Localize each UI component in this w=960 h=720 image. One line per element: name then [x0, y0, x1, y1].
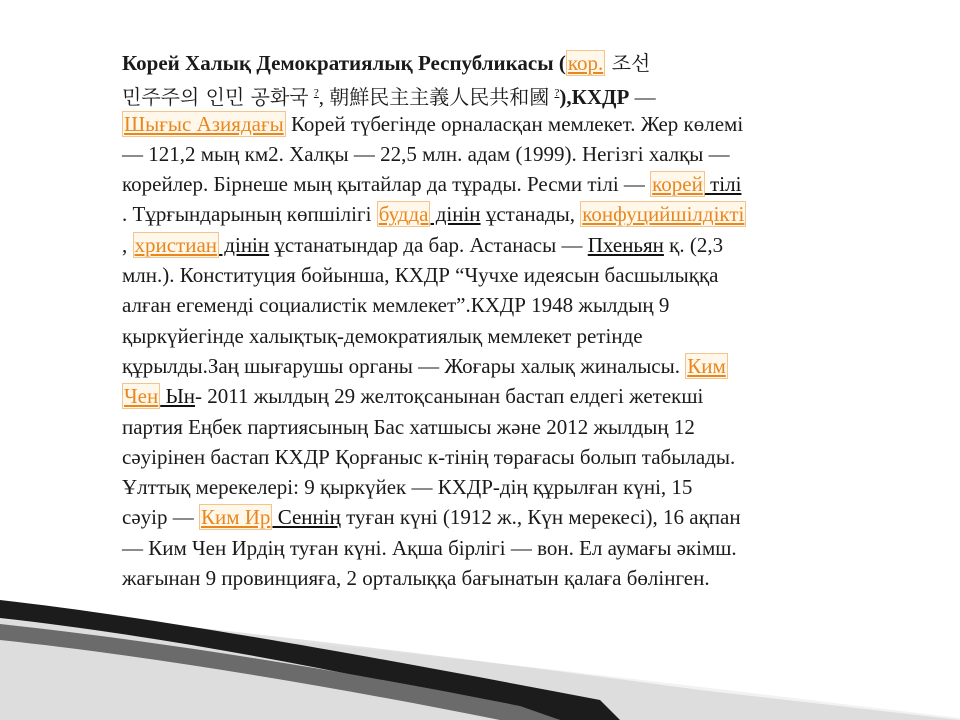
article-text — [122, 48, 870, 593]
link-christian[interactable]: христиан — [134, 232, 218, 257]
link-kim-ir[interactable]: Ким Ир — [200, 505, 271, 530]
hanja-name: 朝鮮民主主義人民共和國 — [329, 85, 550, 110]
line-18: жағынан 9 провинцияға, 2 орталыққа бағынатын қалаға бөлінген. — [122, 566, 710, 591]
korean-name-part-2: 민주주의 인민 공화국 — [122, 85, 309, 110]
line-13: партия Еңбек партиясының Бас хатшысы және 2012 жылдың 12 — [122, 414, 695, 439]
text-line-7c: қ. (2,3 — [663, 232, 724, 257]
link-kor[interactable]: кор. — [567, 51, 604, 75]
text-line-11: құрылды.Заң шығарушы органы — Жоғары халық жиналысы. — [122, 353, 686, 378]
link-chen[interactable]: Чен — [124, 384, 159, 409]
link-yn[interactable]: Ын — [160, 384, 196, 409]
line-6 — [122, 199, 870, 229]
link-language[interactable]: тілі — [704, 172, 742, 197]
line-9: алған егеменді социалистік мемлекет”.КХДР 1948 жылдың 9 — [122, 293, 670, 318]
link-religion-2[interactable]: дінін — [219, 232, 270, 257]
text-line-6a: . Тұрғындарының көпшілігі — [122, 202, 377, 227]
text-line-7b: ұстанатындар да бар. Астанасы — — [269, 232, 588, 257]
text-line-3: Корей түбегінде орналасқан мемлекет. Жер көлемі — [285, 111, 744, 136]
line-8: млн.). Конституция бойынша, КХДР “Чучхе идеясын басшылыққа — [122, 263, 719, 288]
line-15: Ұлттық мерекелері: 9 қыркүйек — КХДР-дің құрылған күні, 15 — [122, 475, 693, 500]
text-line-6b: ұстанады, — [480, 202, 581, 227]
line-1 — [122, 48, 870, 78]
line-7 — [122, 230, 870, 260]
line-10: қыркүйегінде халықтық-демократиялық мемлекет ретінде — [122, 323, 643, 348]
line-11 — [122, 351, 870, 381]
line-5 — [122, 169, 870, 199]
link-korean[interactable]: корей — [652, 172, 703, 197]
line-3 — [122, 109, 870, 139]
korean-name-part-1: 조선 — [605, 51, 651, 75]
link-confucianism[interactable]: конфуцийшілдікті — [582, 202, 745, 227]
line-12 — [122, 381, 870, 411]
line-14: сәуірінен бастап КХДР Қорғаныс к-тінің төрағасы болып табылады. — [122, 444, 736, 469]
link-east-asia[interactable]: Шығыс Азиядағы — [124, 111, 284, 136]
link-religion-1[interactable]: дінін — [430, 202, 481, 227]
text-line-16b: туған күні (1912 ж., Күн мерекесі), 16 ақпан — [340, 505, 741, 530]
abbreviation: ),КХДР — [559, 85, 630, 110]
link-pyongyang[interactable]: Пхеньян — [587, 232, 664, 257]
country-name: Корей Халық Демократиялық Республикасы ( — [122, 51, 566, 75]
reference-2[interactable]: ? — [554, 87, 560, 100]
comma: , — [318, 85, 330, 110]
text-line-16a: сәуір — — [122, 505, 199, 530]
text-line-5: корейлер. Бірнеше мың қытайлар да тұрады. Ресми тілі — — [122, 172, 651, 197]
reference-1[interactable]: ? — [313, 87, 319, 100]
link-sen[interactable]: Сеннің — [272, 505, 341, 530]
link-buddha[interactable]: будда — [378, 202, 429, 227]
line-16 — [122, 502, 870, 532]
text-line-7a: , — [122, 232, 133, 257]
text-line-12: - 2011 жылдың 29 желтоқсанынан бастап елдегі жетекші — [195, 384, 704, 409]
line-17: — Ким Чен Ирдің туған күні. Ақша бірлігі — вон. Ел аумағы әкімш. — [122, 535, 737, 560]
link-kim[interactable]: Ким — [687, 353, 726, 378]
dash: — — [629, 85, 656, 110]
line-2 — [122, 78, 870, 108]
line-4: — 121,2 мың км2. Халқы — 22,5 млн. адам (1999). Негізгі халқы — — [122, 141, 730, 166]
